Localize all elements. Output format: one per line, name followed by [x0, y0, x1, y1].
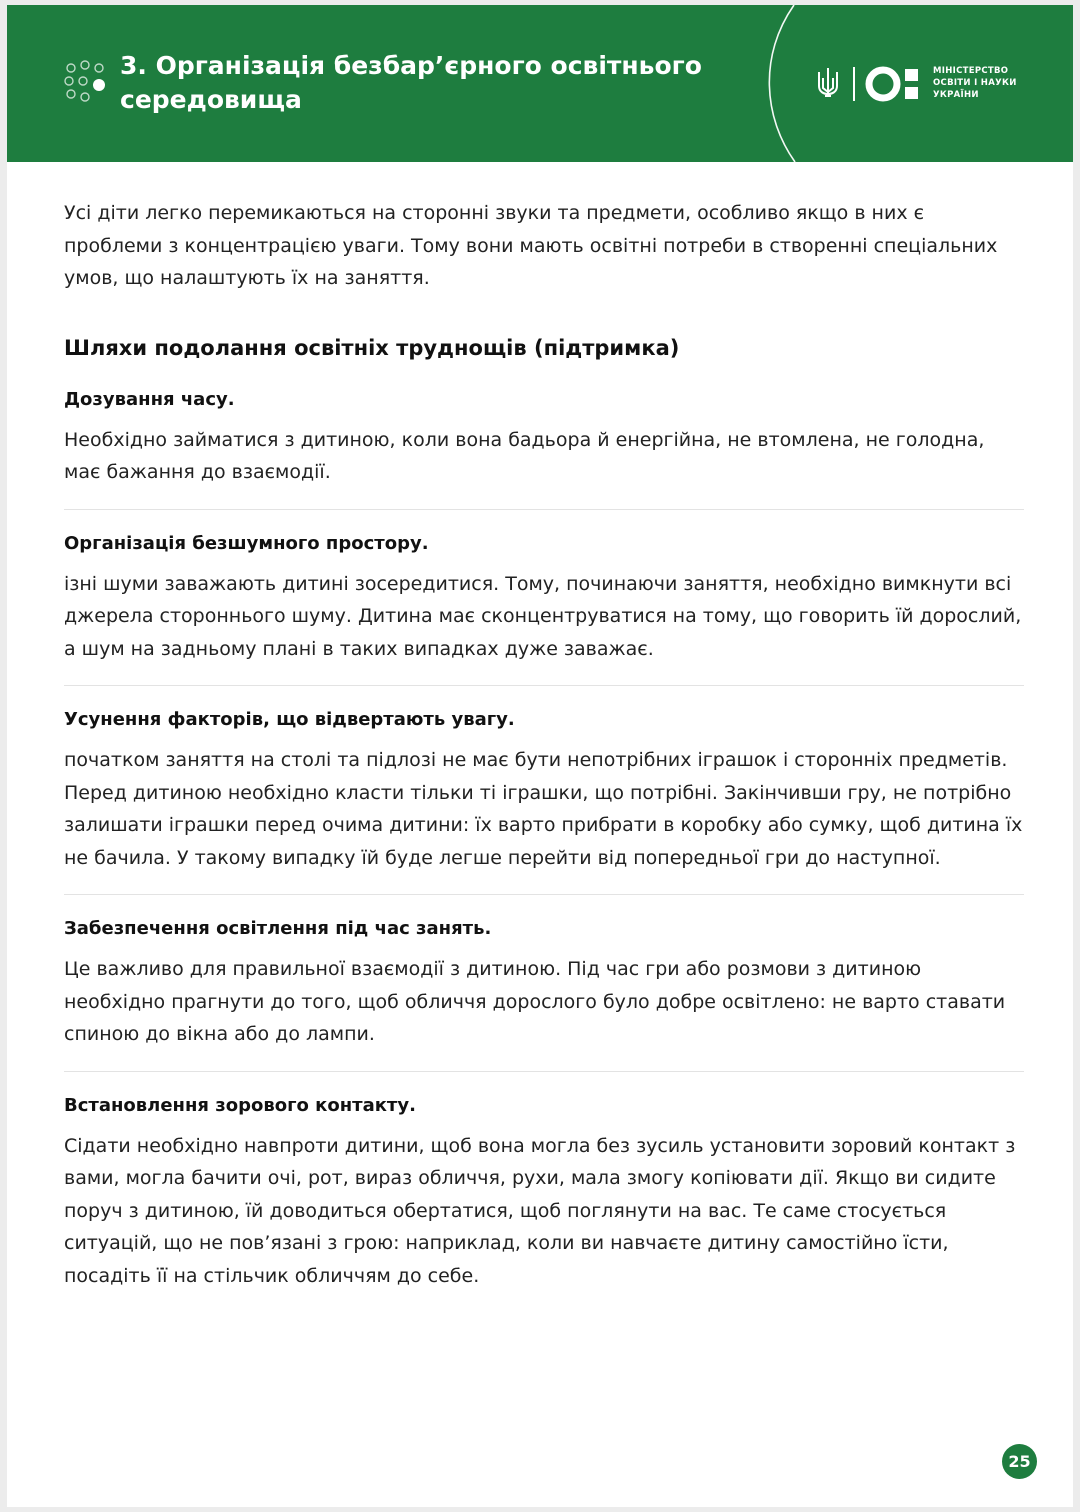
page-number-badge: 25	[1002, 1444, 1037, 1479]
support-item	[64, 531, 1024, 687]
item-title: Забезпечення освітлення під час занять.	[64, 918, 492, 939]
section-heading: Шляхи подолання освітніх труднощів (підтримка)	[64, 335, 680, 360]
item-title: Усунення факторів, що відвертають увагу.	[64, 709, 515, 730]
item-text: Це важливо для правильної взаємодії з дитиною. Під час гри або розмови з дитиною необхідно прагнути до того, щоб обличчя дорослого було добре освітлено: не варто ставати спиною до вікна або до лампи.	[64, 958, 1006, 1045]
page-content	[64, 197, 1024, 1312]
item-text: початком заняття на столі та підлозі не має бути непотрібних іграшок і сторонніх предметів. Перед дитиною необхідно класти тільки ті іграшки, що потрібні. Закінчивши гру, не потрібно залишати іграшки перед очима дитини: їх варто прибрати в коробку або сумку, щоб дитина їх не бачила. У такому випадку їй буде легше перейти від попередньої гри до наступної.	[64, 749, 1023, 869]
item-title: Встановлення зорового контакту.	[64, 1094, 416, 1116]
item-text: Сідати необхідно навпроти дитини, щоб вона могла без зусиль установити зоровий контакт з вами, могла бачити очі, рот, вираз обличчя, рухи, мала змогу копіювати дії. Якщо ви сидите поруч з дитиною, їй доводиться обертатися, щоб поглянути на вас. Те саме стосується ситуацій, що не пов’язані з грою: наприклад, коли ви навчаєте дитину самостійно їсти, посадіть її на стільчик обличчям до себе.	[64, 1134, 1016, 1287]
ministry-name-line: ОСВІТИ І НАУКИ	[933, 78, 1017, 88]
ministry-name-line: УКРАЇНИ	[933, 90, 979, 100]
support-item	[64, 707, 1024, 895]
intro-paragraph: Усі діти легко перемикаються на сторонні звуки та предмети, особливо якщо в них є проблеми з концентрацією уваги. Тому вони мають освітні потреби в створенні спеціальних умов, що налаштують їх на заняття.	[64, 202, 998, 289]
mon-logo-mark-icon	[865, 66, 923, 102]
section-title: 3. Організація безбар’єрного освітнього середовища	[120, 51, 702, 114]
ministry-name	[933, 65, 1033, 101]
item-text: Необхідно займатися з дитиною, коли вона бадьора й енергійна, не втомлена, не голодна, має бажання до взаємодії.	[64, 428, 985, 483]
item-title: Дозування часу.	[64, 388, 235, 410]
logo-divider	[853, 67, 855, 101]
document-page	[7, 5, 1073, 1507]
hexagon-dots-icon	[63, 59, 107, 103]
ministry-name-line: МІНІСТЕРСТВО	[933, 66, 1009, 76]
item-text: ізні шуми заважають дитині зосередитися. Тому, починаючи заняття, необхідно вимкнути всі джерела стороннього шуму. Дитина має сконцентруватися на тому, що говорить їй дорослий, а шум на задньому плані в таких випадках дуже заважає.	[64, 572, 1022, 660]
support-item	[64, 916, 1024, 1072]
page-header	[7, 5, 1073, 162]
item-title: Організація безшумного простору.	[64, 532, 429, 554]
support-item	[64, 1093, 1024, 1313]
support-item	[64, 387, 1024, 510]
trident-icon	[815, 66, 841, 100]
